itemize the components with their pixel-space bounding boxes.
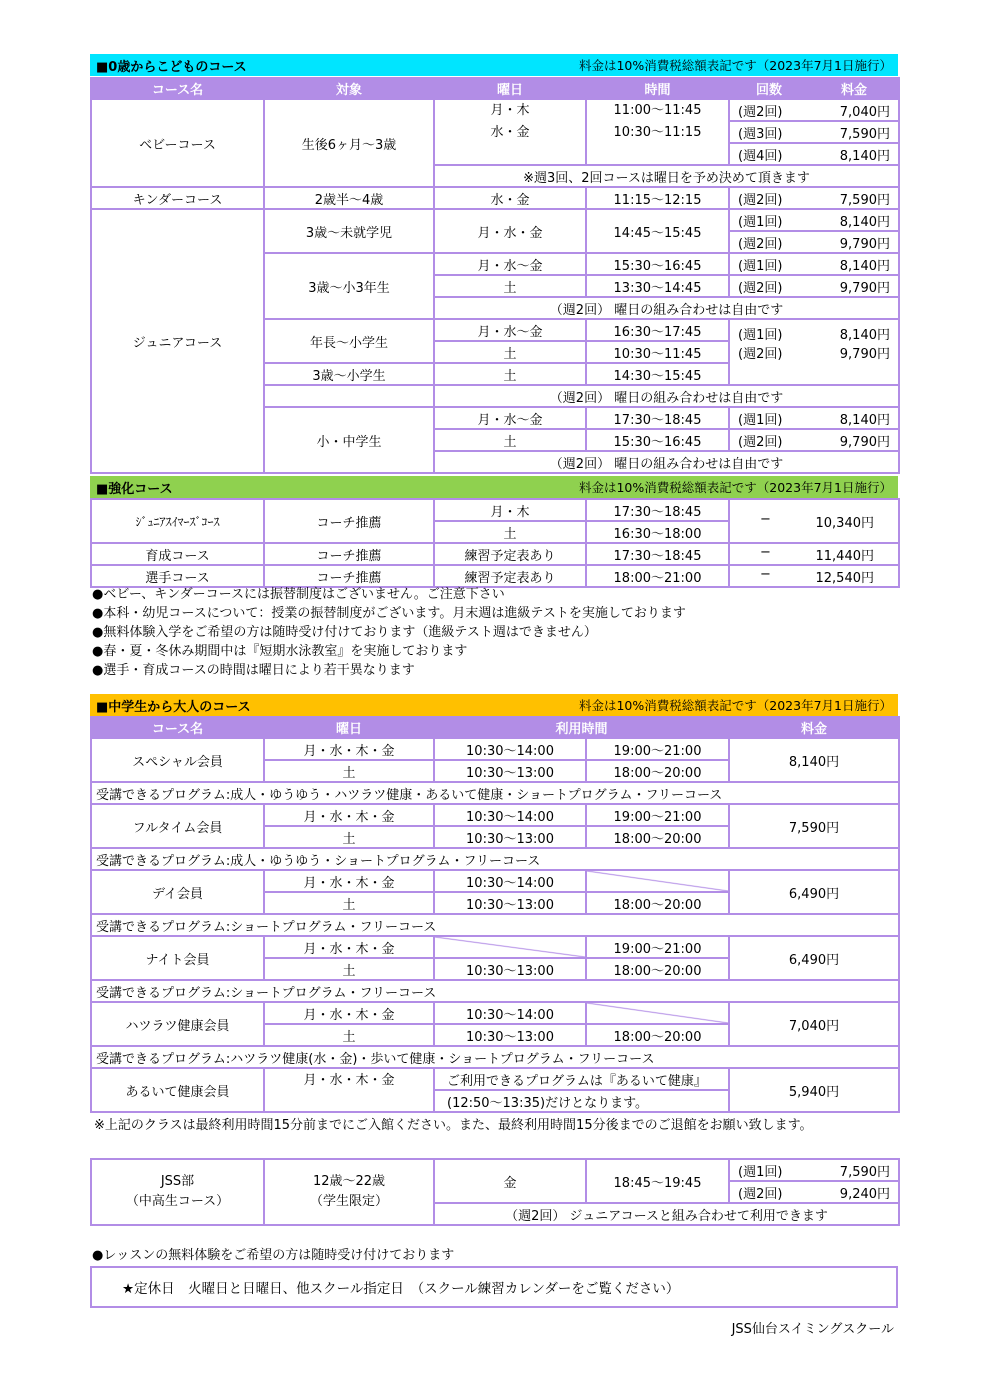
price: 7,040円 [839, 104, 890, 120]
price: 8,140円 [839, 214, 890, 230]
empty-slot [586, 1002, 729, 1024]
kids-course-table [90, 77, 900, 474]
price: 7,590円 [839, 126, 890, 142]
col-header: 曜日 [264, 717, 434, 738]
col-header: 料金 [729, 717, 899, 738]
walk-info: ご利用できるプログラムは『あるいて健康』 [434, 1068, 729, 1090]
course-name: ハツラツ健康会員 [91, 1002, 264, 1046]
price: 10,340円 [815, 515, 874, 531]
course-name: JSS部 [160, 1174, 195, 1189]
course-time: 10:30〜11:45 [586, 341, 729, 363]
col-header: 回数 [729, 78, 809, 99]
course-days: 水・金 [490, 125, 530, 140]
course-target: コーチ推薦 [264, 543, 434, 565]
course-target: 小・中学生 [264, 407, 434, 473]
price: 8,140円 [839, 148, 890, 164]
course-time: 18:00〜20:00 [586, 1024, 729, 1046]
price: 9,240円 [839, 1186, 891, 1202]
course-days: 月・水・木・金 [264, 1002, 434, 1024]
count: (週1回) [738, 1164, 783, 1180]
col-header: 時間 [586, 78, 729, 99]
program-note: 受講できるプログラム:ショートプログラム・フリーコース [91, 980, 899, 1002]
course-days: 土 [434, 521, 586, 543]
table-row [91, 848, 899, 870]
school-name: JSS仙台スイミングスクール [731, 1322, 894, 1337]
count: (週2回) [738, 104, 783, 120]
table-row [91, 870, 899, 892]
section-title: ■中学生から大人のコース [96, 699, 251, 715]
price: 7,590円 [729, 804, 899, 848]
table-header-row [91, 717, 899, 738]
section-title: ■0歳からこどものコース [96, 59, 247, 75]
course-name: 選手コース [91, 565, 264, 587]
course-days: 月・木 [490, 103, 530, 118]
tax-note: 料金は10%消費税総額表記です（2023年7月1日施行） [578, 58, 892, 73]
col-header: コース名 [91, 78, 264, 99]
course-days: 月・水・木・金 [264, 870, 434, 892]
empty-slot [434, 936, 586, 958]
course-time: 10:30〜14:00 [434, 804, 586, 826]
course-days: 土 [434, 341, 586, 363]
course-time: 14:30〜15:45 [586, 363, 729, 385]
course-days: 金 [434, 1159, 586, 1203]
count: (週1回) [738, 258, 783, 274]
count: − [760, 511, 771, 527]
course-time: 18:00〜20:00 [586, 958, 729, 980]
count: − [760, 566, 771, 582]
course-days: 土 [264, 892, 434, 914]
note-item: ※上記のクラスは最終利用時間15分前までにご入館ください。また、最終利用時間15分後までのご退館をお願い致します。 [94, 1118, 813, 1133]
course-time: 19:00〜21:00 [586, 936, 729, 958]
count: (週1回) [738, 412, 783, 428]
table-row [91, 738, 899, 760]
table-row [91, 565, 899, 587]
course-target: 12歳〜22歳 [312, 1174, 386, 1189]
course-time: 17:30〜18:45 [586, 407, 729, 429]
course-time: 10:30〜13:00 [434, 958, 586, 980]
course-name: ジュニアコース [91, 209, 264, 473]
course-days: 月・水〜金 [434, 319, 586, 341]
course-days: 水・金 [434, 187, 586, 209]
course-name-sub: （中高生コース） [125, 1194, 230, 1209]
note-item: ●春・夏・冬休み期間中は『短期水泳教室』を実施しております [92, 644, 468, 659]
price: 6,490円 [729, 870, 899, 914]
table-row [91, 209, 899, 231]
course-target: 2歳半〜4歳 [264, 187, 434, 209]
section-kids-header [90, 54, 898, 76]
price: 5,940円 [729, 1068, 899, 1112]
price: 9,790円 [839, 434, 890, 450]
course-time: 18:00〜20:00 [586, 760, 729, 782]
program-note: 受講できるプログラム:成人・ゆうゆう・ショートプログラム・フリーコース [91, 848, 899, 870]
course-days: 土 [434, 363, 586, 385]
course-name: フルタイム会員 [91, 804, 264, 848]
course-target: 生後6ヶ月〜3歳 [264, 99, 434, 187]
price: 12,540円 [815, 570, 874, 586]
combo-note: （週2回） 曜日の組み合わせは自由です [434, 451, 899, 473]
course-time: 14:45〜15:45 [586, 209, 729, 253]
section-advanced-header [90, 476, 898, 498]
walk-info: (12:50〜13:35)だけとなります。 [434, 1090, 729, 1112]
price: 8,140円 [839, 412, 890, 428]
count: (週2回) [738, 192, 783, 208]
course-days: 土 [264, 760, 434, 782]
count: (週3回) [738, 126, 783, 142]
count: (週1回) [738, 328, 783, 343]
course-days: 月・木 [434, 499, 586, 521]
course-time: 11:00〜11:45 [613, 103, 702, 118]
course-time: 10:30〜13:00 [434, 892, 586, 914]
course-time: 10:30〜14:00 [434, 1002, 586, 1024]
course-days: 月・水・木・金 [264, 1068, 434, 1112]
tax-note: 料金は10%消費税総額表記です（2023年7月1日施行） [578, 480, 892, 495]
price: 7,590円 [839, 1164, 891, 1180]
advanced-course-table [90, 498, 900, 588]
course-time: 19:00〜21:00 [586, 804, 729, 826]
count: (週2回) [738, 1186, 783, 1202]
course-target: 3歳〜小3年生 [264, 253, 434, 319]
course-days: 月・水・木・金 [264, 804, 434, 826]
combo-note: （週2回） ジュニアコースと組み合わせて利用できます [434, 1203, 899, 1225]
course-days: 月・水〜金 [434, 407, 586, 429]
adult-footnote [94, 1116, 813, 1135]
course-time: 11:15〜12:15 [586, 187, 729, 209]
col-header: 曜日 [434, 78, 586, 99]
course-days: 月・水〜金 [434, 253, 586, 275]
price: 11,440円 [815, 548, 874, 564]
program-note: 受講できるプログラム:ショートプログラム・フリーコース [91, 914, 899, 936]
course-name: ナイト会員 [91, 936, 264, 980]
course-time: 16:30〜17:45 [586, 319, 729, 341]
note-item: ●無料体験入学をご希望の方は随時受け付けております（進級テスト週はできません） [92, 625, 597, 640]
price: 8,140円 [839, 328, 890, 343]
course-days: 月・水・金 [434, 209, 586, 253]
count: (週2回) [738, 347, 783, 362]
course-name: デイ会員 [91, 870, 264, 914]
course-target-sub: （学生限定） [309, 1194, 388, 1209]
course-name: スペシャル会員 [91, 738, 264, 782]
table-row [91, 936, 899, 958]
course-time: 19:00〜21:00 [586, 738, 729, 760]
course-days: 練習予定表あり [434, 543, 586, 565]
course-days: 土 [264, 826, 434, 848]
course-time: 18:00〜21:00 [586, 565, 729, 587]
adult-course-table [90, 716, 900, 1113]
course-time: 17:30〜18:45 [586, 543, 729, 565]
count: (週2回) [738, 434, 783, 450]
course-time: 18:00〜20:00 [586, 826, 729, 848]
table-row [91, 980, 899, 1002]
price: 6,490円 [729, 936, 899, 980]
course-name: あるいて健康会員 [91, 1068, 264, 1112]
col-header: 対象 [264, 78, 434, 99]
combo-note: （週2回） 曜日の組み合わせは自由です [434, 385, 899, 407]
jss-course-table [90, 1158, 900, 1226]
course-days: 土 [264, 958, 434, 980]
price: 9,790円 [839, 280, 890, 296]
holiday-text: ★定休日 火曜日と日曜日、他スクール指定日 （スクール練習カレンダーをご覧ください） [122, 1281, 680, 1297]
course-target: 年長〜小学生 [264, 319, 434, 363]
count: (週2回) [738, 236, 783, 252]
course-time: 13:30〜14:45 [586, 275, 729, 297]
course-time: 15:30〜16:45 [586, 429, 729, 451]
table-row [91, 1068, 899, 1090]
course-time: 18:00〜20:00 [586, 892, 729, 914]
count: (週4回) [738, 148, 783, 164]
course-time: 18:45〜19:45 [586, 1159, 729, 1203]
count: − [760, 544, 771, 560]
lesson-note [92, 1246, 454, 1265]
course-time: 17:30〜18:45 [586, 499, 729, 521]
combo-note: （週2回） 曜日の組み合わせは自由です [434, 297, 899, 319]
note-item: ●レッスンの無料体験をご希望の方は随時受け付けております [92, 1248, 455, 1263]
price: 7,590円 [839, 192, 890, 208]
price: 9,790円 [839, 347, 890, 362]
notes-list [92, 585, 686, 680]
course-name: ｼﾞｭﾆｱｽｲﾏｰｽﾞｺｰｽ [91, 499, 264, 543]
section-title: ■強化コース [96, 481, 173, 497]
course-time: 10:30〜13:00 [434, 826, 586, 848]
note-item: ●選手・育成コースの時間は曜日により若干異なります [92, 663, 415, 678]
course-days: 月・水・木・金 [264, 936, 434, 958]
col-header: 利用時間 [434, 717, 729, 738]
price: 8,140円 [729, 738, 899, 782]
table-row [91, 804, 899, 826]
note-item: ●本科・幼児コースについて：授業の振替制度がございます。月末週は進級テストを実施しております [92, 606, 686, 621]
tax-note: 料金は10%消費税総額表記です（2023年7月1日施行） [578, 698, 892, 713]
course-days: 練習予定表あり [434, 565, 586, 587]
table-row [91, 1159, 899, 1181]
table-row [91, 99, 899, 121]
table-header-row [91, 78, 899, 99]
course-time: 10:30〜11:15 [613, 125, 702, 140]
table-row [91, 187, 899, 209]
table-row [91, 782, 899, 804]
course-time: 10:30〜14:00 [434, 870, 586, 892]
holiday-box [90, 1266, 898, 1308]
course-time: 10:30〜13:00 [434, 760, 586, 782]
table-row [91, 914, 899, 936]
course-target: コーチ推薦 [264, 499, 434, 543]
count: (週1回) [738, 214, 783, 230]
course-target: 3歳〜未就学児 [264, 209, 434, 253]
table-row [91, 543, 899, 565]
price: 7,040円 [729, 1002, 899, 1046]
baby-note: ※週3回、2回コースは曜日を予め決めて頂きます [434, 165, 899, 187]
course-time: 10:30〜13:00 [434, 1024, 586, 1046]
course-days: 土 [264, 1024, 434, 1046]
course-time: 10:30〜14:00 [434, 738, 586, 760]
table-row [91, 499, 899, 521]
program-note: 受講できるプログラム:ハツラツ健康(水・金)・歩いて健康・ショートプログラム・フリーコース [91, 1046, 899, 1068]
course-name: キンダーコース [91, 187, 264, 209]
course-time: 15:30〜16:45 [586, 253, 729, 275]
course-days: 月・水・木・金 [264, 738, 434, 760]
col-header: コース名 [91, 717, 264, 738]
table-row [91, 1002, 899, 1024]
course-name: 育成コース [91, 543, 264, 565]
note-item: ●ベビー、キンダーコースには振替制度はございません。ご注意下さい [92, 587, 505, 602]
course-time: 16:30〜18:00 [586, 521, 729, 543]
col-header: 料金 [809, 78, 899, 99]
section-adult-header [90, 694, 898, 716]
course-target: コーチ推薦 [264, 565, 434, 587]
price: 9,790円 [839, 236, 890, 252]
course-days: 土 [434, 429, 586, 451]
program-note: 受講できるプログラム:成人・ゆうゆう・ハツラツ健康・あるいて健康・ショートプログラム・フリーコース [91, 782, 899, 804]
course-days: 土 [434, 275, 586, 297]
count: (週2回) [738, 280, 783, 296]
empty-slot [586, 870, 729, 892]
table-row [91, 1046, 899, 1068]
price: 8,140円 [839, 258, 890, 274]
course-name: ベビーコース [91, 99, 264, 187]
course-target: 3歳〜小学生 [264, 363, 434, 385]
